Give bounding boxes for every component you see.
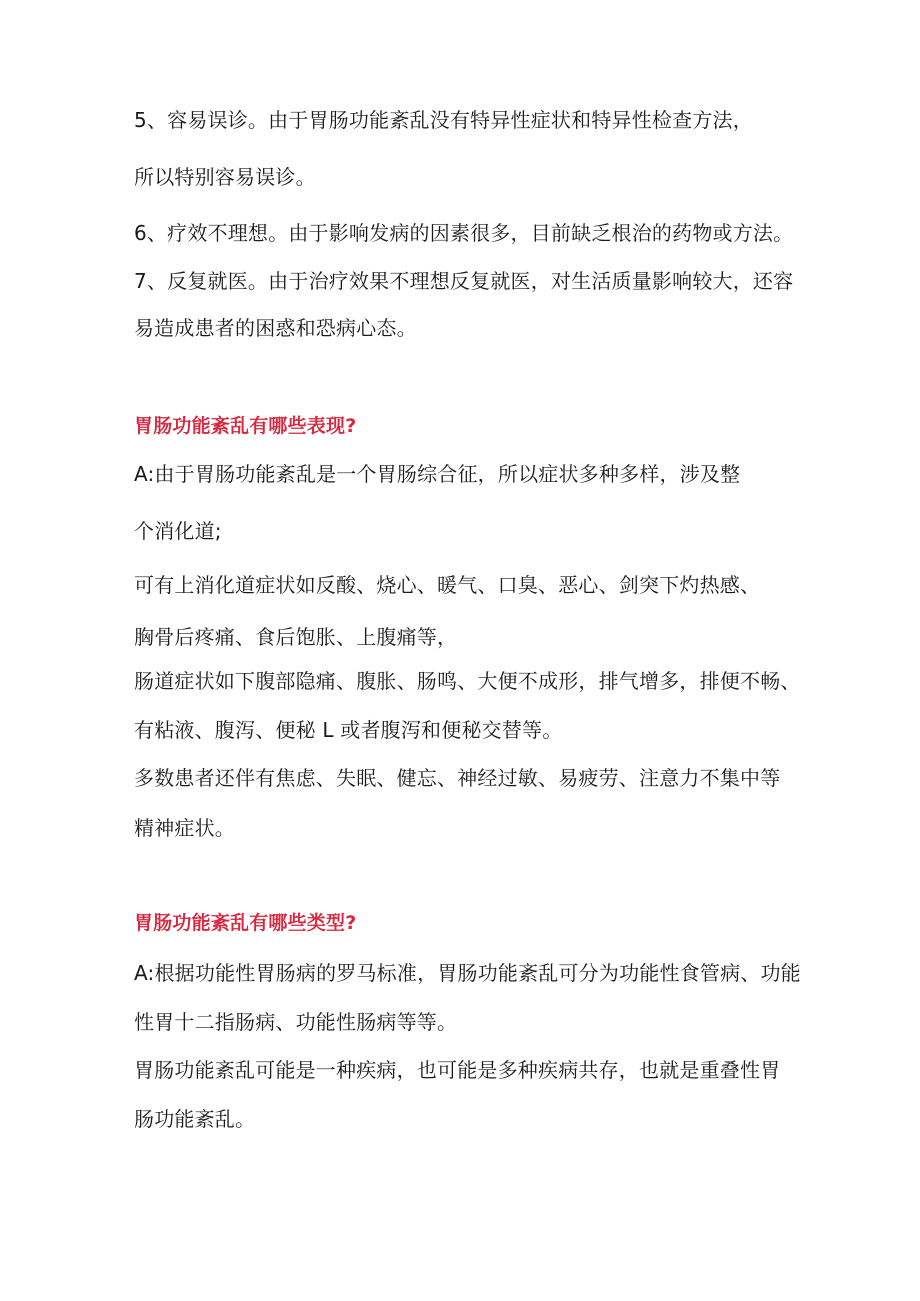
mental-symptoms-line-1: 多数患者还伴有焦虑、失眠、健忘、神经过敏、易疲劳、注意力不集中等 [134, 766, 781, 790]
overlap-line-1: 胃肠功能紊乱可能是一种疾病，也可能是多种疾病共存，也就是重叠性胃 [134, 1058, 781, 1082]
types-answer-line-1: A:根据功能性胃肠病的罗马标准，胃肠功能紊乱可分为功能性食管病、功能 [134, 961, 801, 985]
item-5-line-2: 所以特别容易误诊。 [134, 165, 316, 189]
overlap-line-2: 肠功能紊乱。 [134, 1107, 256, 1131]
intestinal-symptoms-line-2: 有粘液、腹泻、便秘 L 或者腹泻和便秘交替等。 [134, 718, 563, 742]
intestinal-symptoms-line-1: 肠道症状如下腹部隐痛、腹胀、肠鸣、大便不成形，排气增多，排便不畅、 [134, 669, 801, 693]
upper-gi-symptoms-line-2: 胸骨后疼痛、食后饱胀、上腹痛等， [134, 625, 458, 649]
types-answer-line-2: 性胃十二指肠病、功能性肠病等等。 [134, 1010, 458, 1034]
item-6-line-1: 6、疗效不理想。由于影响发病的因素很多，目前缺乏根治的药物或方法。 [134, 221, 794, 245]
mental-symptoms-line-2: 精神症状。 [134, 816, 235, 840]
item-5-line-1: 5、容易误诊。由于胃肠功能紊乱没有特异性症状和特异性检查方法， [134, 108, 753, 132]
manifestations-heading: 胃肠功能紊乱有哪些表现? [134, 415, 357, 437]
item-7-line-1: 7、反复就医。由于治疗效果不理想反复就医，对生活质量影响较大，还容 [134, 269, 794, 293]
manifestations-answer-line-2: 个消化道; [134, 519, 222, 543]
upper-gi-symptoms-line-1: 可有上消化道症状如反酸、烧心、暖气、口臭、恶心、剑突下灼热感、 [134, 573, 761, 597]
manifestations-answer-line-1: A:由于胃肠功能紊乱是一个胃肠综合征，所以症状多种多样，涉及整 [134, 462, 741, 486]
types-heading: 胃肠功能紊乱有哪些类型? [134, 912, 357, 934]
item-7-line-2: 易造成患者的困惑和恐病心态。 [134, 316, 417, 340]
